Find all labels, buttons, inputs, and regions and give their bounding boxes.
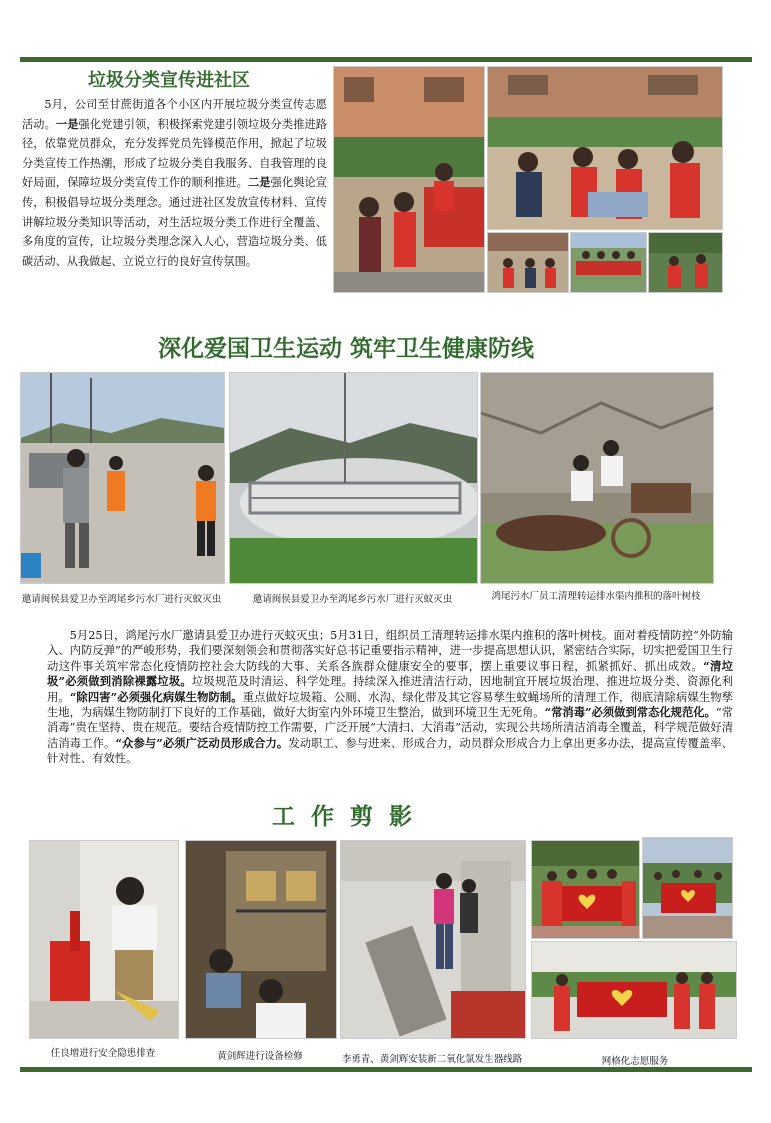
caption-volunteer-service: 网格化志愿服务	[601, 1056, 669, 1067]
caption-mosquito-spray-2: 邀请闽侯县爱卫办至鸿尾乡污水厂进行灭蚊灭虫	[252, 594, 453, 605]
section2-bold-3: “常消毒”必须做到常态化规范化。	[544, 705, 716, 720]
caption-mosquito-spray-1: 邀请闽侯县爱卫办至鸿尾乡污水厂进行灭蚊灭虫	[21, 594, 222, 605]
photo-volunteers-booth	[333, 66, 485, 293]
photo-mosquito-spray-1	[20, 372, 225, 584]
section1-bold-1: 一是	[55, 116, 79, 131]
bottom-rule	[20, 1067, 752, 1072]
section1-bold-2: 二是	[247, 175, 271, 190]
section2-text-3: 重点做好垃圾箱、公厕、水沟、绿化带及其它容易孳生蚊蝇场所的清理工作，彻底清除病媒生物孳生地，为病媒生物防制打下良好的工作基础，做好大街室内外环境卫生整治，做到环境卫生无死角。	[47, 690, 733, 720]
section3-title: 工 作 剪 影	[272, 804, 417, 830]
section2-bold-2: “除四害”必须强化病媒生物防制。	[69, 689, 243, 704]
photo-volunteers-banner-2	[642, 837, 733, 939]
photo-community-3	[648, 232, 723, 293]
section1-text-end: 强化舆论宣传，积极倡导垃圾分类理念。通过进社区发放宣传材料、宣传讲解垃圾分类知识等活动，对生活垃圾分类工作进行全覆盖、多角度的宣传，让垃圾分类理念深入人心，营造垃圾分类、低碳活动、从我做起、立说立行的良好宣传氛围。	[22, 176, 327, 268]
section2-bold-4: “众参与”必须广泛动员形成合力。	[115, 735, 289, 750]
photo-safety-inspection	[29, 840, 179, 1039]
photo-cleaning-channel	[480, 372, 714, 584]
section2-text-1: 5月25日，鸿尾污水厂邀请县爱卫办进行灭蚊灭虫；5月31日，组织员工清理转运排水渠内推积的落叶树枝。面对着疫情防控“外防输入、内防反弹”的严峻形势，我们要深刻领会和贯彻落实好总书记重要指示精神，进一步提高思想认识，紧密结合实际，切实把爱国卫生行动这件事关筑牢常态化疫情防控社会大防线的大事、关系各族群众健康安全的要事，摆上重要议事日程，抓紧抓好、抓出成效。	[47, 629, 733, 673]
section1-text-mid: 强化党建引领，积极探索党建引领垃圾分类推进路径，依靠党员群众，充分发挥党员先锋模范作用，掀起了垃圾分类宣传工作热潮，形成了垃圾分类自我服务、自我管理的良好局面，保障垃圾分类宣传工作的顺利推进。	[22, 117, 327, 190]
caption-chlorine-generator: 李勇青、黄剑辉安装新二氧化氯发生器线路	[341, 1054, 523, 1065]
top-rule	[20, 57, 752, 62]
section1-text-prefix: 5月，公司至甘蔗街道各个小区内开展垃圾分类宣传志愿活动。	[22, 98, 327, 131]
section2-bold-1: “清垃圾”必须做到消除裸露垃圾。	[47, 658, 733, 689]
photo-equipment-repair	[185, 840, 337, 1039]
photo-community-1	[487, 232, 569, 293]
section1-title: 垃圾分类宣传进社区	[88, 70, 250, 91]
section2-text-2: 垃圾规范及时清运、科学处理。持续深入推进清洁行动，因地制宜开展垃圾治理、推进垃圾分类、资源化利用。	[47, 675, 733, 704]
section2-paragraph	[47, 628, 733, 767]
caption-equipment-repair: 黄剑辉进行设备检修	[217, 1051, 303, 1062]
photo-community-2	[570, 232, 647, 293]
photo-volunteers-banner-1	[531, 840, 640, 939]
section2-text-5: 发动职工、参与进来、形成合力，动员群众形成合力上拿出更多办法，提高宣传覆盖率、针对性、有效性。	[47, 736, 733, 766]
photo-handing-materials	[487, 66, 723, 230]
section2-title: 深化爱国卫生运动 筑牢卫生健康防线	[158, 336, 535, 362]
photo-chlorine-generator	[340, 840, 526, 1039]
caption-cleaning-channel: 鸿尾污水厂员工清理转运排水渠内推积的落叶树枝	[491, 591, 701, 602]
section2-text-4: “常消毒”贵在坚持、贵在规范。要结合疫情防控工作需要，广泛开展“大清扫、大消毒”活动，实现公共场所清洁消毒全覆盖，科学规范做好清洁消毒工作。	[47, 706, 734, 750]
photo-volunteers-banner-3	[531, 941, 737, 1039]
section1-paragraph	[22, 95, 327, 271]
photo-mosquito-spray-2	[229, 372, 478, 584]
caption-safety-inspection: 任良增进行安全隐患排查	[50, 1048, 156, 1059]
